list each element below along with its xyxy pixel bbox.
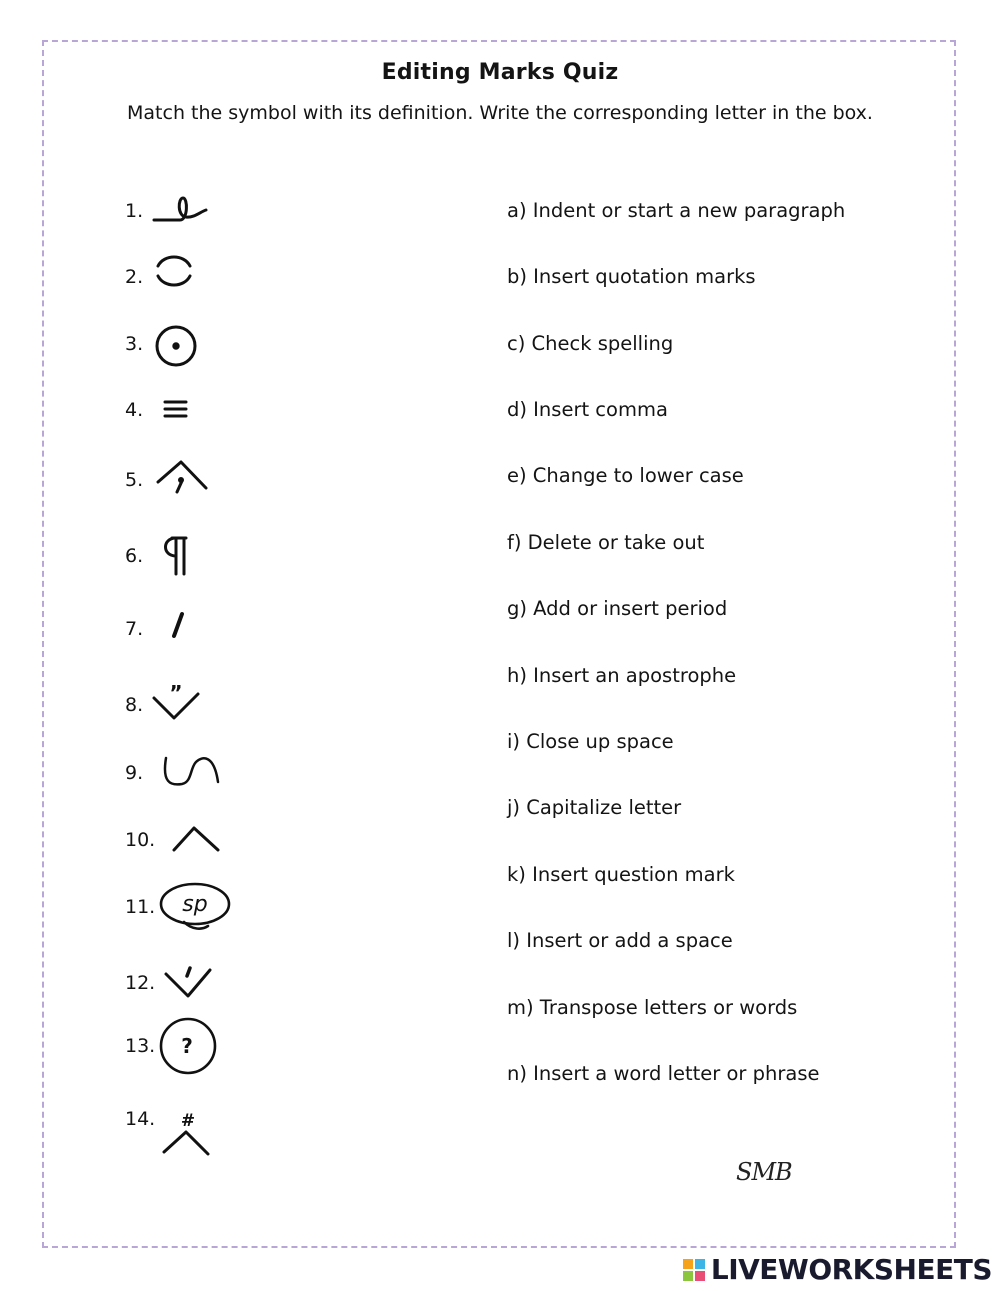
worksheet-instructions: Match the symbol with its definition. Write the corresponding letter in the box. — [127, 102, 873, 124]
close-up-curves-mark-icon — [154, 252, 194, 292]
definition-item: k) Insert question mark — [507, 863, 735, 886]
symbol-number: 8. — [125, 694, 144, 716]
space-caret-mark-icon — [158, 1104, 214, 1160]
definition-item: a) Indent or start a new paragraph — [507, 199, 846, 222]
symbol-number: 12. — [125, 972, 156, 994]
symbol-number: 10. — [125, 829, 156, 851]
definition-item: m) Transpose letters or words — [507, 996, 798, 1019]
symbol-number: 4. — [125, 399, 144, 421]
circled-sp-mark-icon — [156, 880, 234, 936]
symbol-number: 5. — [125, 469, 144, 491]
symbol-number: 6. — [125, 545, 144, 567]
circled-question-mark-icon — [156, 1018, 220, 1074]
logo-square — [683, 1259, 693, 1269]
logo-square — [695, 1271, 705, 1281]
slash-lowercase-mark-icon — [166, 610, 190, 642]
logo-square — [695, 1259, 705, 1269]
transpose-mark-icon — [160, 752, 224, 792]
definition-item: e) Change to lower case — [507, 464, 744, 487]
svg-text:”: ” — [169, 681, 183, 705]
definition-item: j) Capitalize letter — [507, 796, 682, 819]
definition-item: d) Insert comma — [507, 398, 668, 421]
symbol-number: 11. — [125, 896, 156, 918]
symbol-number: 2. — [125, 266, 144, 288]
definition-item: n) Insert a word letter or phrase — [507, 1062, 820, 1085]
delete-loop-mark-icon — [150, 190, 212, 230]
symbol-number: 1. — [125, 200, 144, 222]
brand-logo-icon — [683, 1259, 705, 1281]
symbol-number: 14. — [125, 1108, 156, 1130]
caret-insert-mark-icon — [170, 820, 222, 856]
symbol-number: 3. — [125, 333, 144, 355]
caret-comma-mark-icon — [154, 458, 210, 498]
definition-item: b) Insert quotation marks — [507, 265, 756, 288]
symbol-text: sp — [182, 892, 208, 917]
circled-period-mark-icon — [154, 324, 198, 368]
definition-item: l) Insert or add a space — [507, 929, 733, 952]
author-signature: SMB — [736, 1158, 792, 1186]
worksheet-title: Editing Marks Quiz — [381, 60, 619, 85]
brand-watermark[interactable] — [683, 1253, 992, 1286]
symbol-text: ? — [181, 1034, 193, 1058]
logo-square — [683, 1271, 693, 1281]
symbol-text: # — [180, 1111, 196, 1131]
apostrophe-caret-mark-icon — [162, 962, 216, 1002]
triple-underline-mark-icon — [162, 398, 190, 422]
definition-item: c) Check spelling — [507, 332, 674, 355]
definition-item: g) Add or insert period — [507, 597, 728, 620]
brand-name: LIVEWORKSHEETS — [710, 1253, 992, 1286]
symbol-number: 7. — [125, 618, 144, 640]
paragraph-mark-icon — [158, 534, 192, 578]
quote-caret-mark-icon — [150, 681, 204, 726]
definition-item: h) Insert an apostrophe — [507, 664, 737, 687]
definition-item: f) Delete or take out — [507, 531, 705, 554]
symbol-number: 9. — [125, 762, 144, 784]
definition-item: i) Close up space — [507, 730, 674, 753]
symbol-number: 13. — [125, 1035, 156, 1057]
